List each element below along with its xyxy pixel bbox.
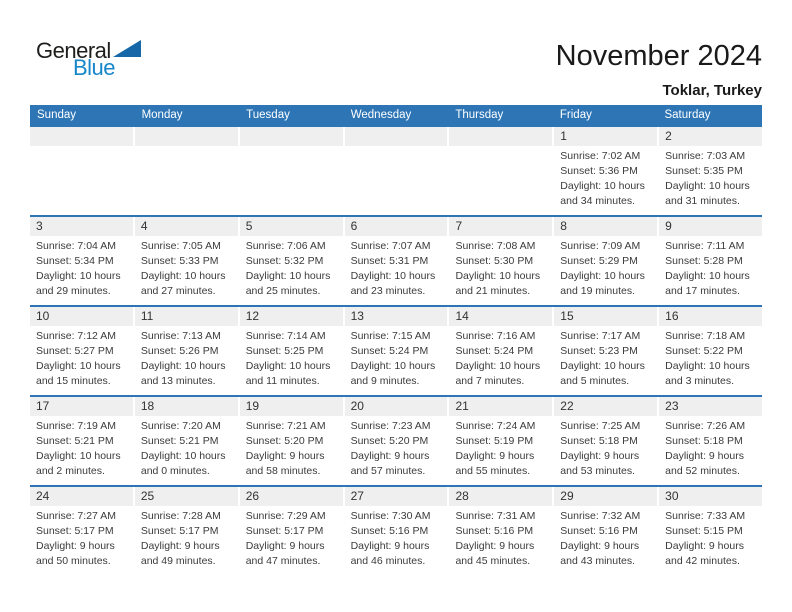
day-sun-details — [659, 236, 762, 299]
day-number: 14 — [449, 307, 552, 326]
week-row — [30, 395, 762, 485]
daylight-text: Daylight: 10 hours and 13 minutes. — [140, 360, 226, 387]
day-cell-6 — [345, 217, 450, 305]
day-sun-details — [240, 416, 343, 479]
day-cell-26 — [240, 487, 345, 575]
sunset-text: Sunset: 5:21 PM — [36, 435, 114, 447]
sunset-text: Sunset: 5:16 PM — [350, 525, 429, 537]
day-cell-1 — [554, 127, 659, 215]
sunrise-text: Sunrise: 7:32 AM — [560, 510, 641, 522]
daylight-text: Daylight: 10 hours and 34 minutes. — [560, 180, 645, 207]
sunset-text: Sunset: 5:16 PM — [455, 525, 534, 537]
day-number — [30, 127, 133, 146]
weekday-header-saturday: Saturday — [664, 109, 711, 121]
daylight-text: Daylight: 10 hours and 23 minutes. — [350, 270, 436, 297]
sunrise-text: Sunrise: 7:18 AM — [665, 330, 746, 342]
sunset-text: Sunset: 5:17 PM — [245, 525, 324, 537]
sunset-text: Sunset: 5:34 PM — [36, 255, 114, 267]
day-number: 9 — [659, 217, 762, 236]
sunset-text: Sunset: 5:29 PM — [560, 255, 638, 267]
sunrise-text: Sunrise: 7:08 AM — [455, 240, 536, 252]
day-number: 26 — [240, 487, 343, 506]
sunset-text: Sunset: 5:19 PM — [455, 435, 534, 447]
daylight-text: Daylight: 10 hours and 31 minutes. — [665, 180, 750, 207]
day-cell-23 — [659, 397, 762, 485]
week-row — [30, 215, 762, 305]
sunrise-text: Sunrise: 7:23 AM — [350, 420, 431, 432]
day-number: 28 — [449, 487, 552, 506]
day-sun-details — [30, 416, 133, 479]
page-subtitle-location: Toklar, Turkey — [662, 82, 762, 99]
day-sun-details — [659, 146, 762, 209]
day-sun-details — [554, 326, 657, 389]
sunset-text: Sunset: 5:20 PM — [350, 435, 429, 447]
sunset-text: Sunset: 5:21 PM — [140, 435, 219, 447]
day-sun-details — [30, 236, 133, 299]
logo-text-blue: Blue — [73, 55, 116, 80]
header-title-block — [556, 40, 762, 99]
daylight-text: Daylight: 10 hours and 9 minutes. — [350, 360, 436, 387]
sunrise-text: Sunrise: 7:20 AM — [140, 420, 221, 432]
page-title: November 2024 — [555, 40, 762, 72]
week-row — [30, 485, 762, 575]
sunrise-text: Sunrise: 7:02 AM — [560, 150, 641, 162]
sunrise-text: Sunrise: 7:07 AM — [350, 240, 431, 252]
sunset-text: Sunset: 5:35 PM — [665, 165, 743, 177]
day-sun-details — [135, 236, 238, 299]
day-sun-details — [135, 416, 238, 479]
day-number — [135, 127, 238, 146]
sunset-text: Sunset: 5:33 PM — [140, 255, 219, 267]
sunrise-text: Sunrise: 7:29 AM — [245, 510, 326, 522]
day-cell-10 — [30, 307, 135, 395]
sunrise-text: Sunrise: 7:17 AM — [560, 330, 641, 342]
day-sun-details — [449, 416, 552, 479]
daylight-text: Daylight: 10 hours and 5 minutes. — [560, 360, 645, 387]
weekday-header-monday: Monday — [141, 109, 183, 121]
daylight-text: Daylight: 9 hours and 52 minutes. — [665, 450, 744, 477]
sunrise-text: Sunrise: 7:31 AM — [455, 510, 536, 522]
day-sun-details — [554, 506, 657, 569]
daylight-text: Daylight: 10 hours and 27 minutes. — [140, 270, 226, 297]
general-blue-logo — [36, 40, 141, 79]
day-number: 10 — [30, 307, 133, 326]
day-number: 13 — [345, 307, 448, 326]
day-cell-5 — [240, 217, 345, 305]
day-sun-details — [240, 506, 343, 569]
daylight-text: Daylight: 9 hours and 46 minutes. — [350, 540, 430, 567]
sunrise-text: Sunrise: 7:13 AM — [140, 330, 221, 342]
day-cell-21 — [449, 397, 554, 485]
daylight-text: Daylight: 10 hours and 11 minutes. — [245, 360, 331, 387]
daylight-text: Daylight: 10 hours and 7 minutes. — [455, 360, 541, 387]
day-sun-details — [659, 506, 762, 569]
sunset-text: Sunset: 5:28 PM — [665, 255, 743, 267]
sunset-text: Sunset: 5:18 PM — [665, 435, 743, 447]
day-number: 21 — [449, 397, 552, 416]
daylight-text: Daylight: 9 hours and 53 minutes. — [560, 450, 640, 477]
weekday-header-wednesday: Wednesday — [350, 109, 412, 121]
day-cell-8 — [554, 217, 659, 305]
daylight-text: Daylight: 10 hours and 29 minutes. — [36, 270, 121, 297]
day-number: 1 — [554, 127, 657, 146]
day-cell-17 — [30, 397, 135, 485]
day-cell-29 — [554, 487, 659, 575]
weekday-header-sunday: Sunday — [37, 109, 77, 121]
day-cell-18 — [135, 397, 240, 485]
sunset-text: Sunset: 5:17 PM — [36, 525, 114, 537]
daylight-text: Daylight: 9 hours and 47 minutes. — [245, 540, 325, 567]
day-number: 12 — [240, 307, 343, 326]
day-cell-3 — [30, 217, 135, 305]
day-number: 18 — [135, 397, 238, 416]
day-sun-details — [659, 326, 762, 389]
sunrise-text: Sunrise: 7:28 AM — [140, 510, 221, 522]
sunrise-text: Sunrise: 7:27 AM — [36, 510, 116, 522]
day-cell-28 — [449, 487, 554, 575]
day-cell-empty — [449, 127, 554, 215]
day-number — [240, 127, 343, 146]
sunset-text: Sunset: 5:24 PM — [350, 345, 429, 357]
day-sun-details — [554, 416, 657, 479]
day-cell-empty — [345, 127, 450, 215]
day-cell-24 — [30, 487, 135, 575]
day-number: 30 — [659, 487, 762, 506]
sunrise-text: Sunrise: 7:19 AM — [36, 420, 116, 432]
day-sun-details — [345, 506, 448, 569]
day-sun-details — [449, 326, 552, 389]
sunrise-text: Sunrise: 7:15 AM — [350, 330, 431, 342]
day-cell-4 — [135, 217, 240, 305]
sunrise-text: Sunrise: 7:30 AM — [350, 510, 431, 522]
day-cell-19 — [240, 397, 345, 485]
sunset-text: Sunset: 5:27 PM — [36, 345, 114, 357]
daylight-text: Daylight: 10 hours and 15 minutes. — [36, 360, 121, 387]
day-cell-12 — [240, 307, 345, 395]
sunrise-text: Sunrise: 7:25 AM — [560, 420, 641, 432]
daylight-text: Daylight: 10 hours and 0 minutes. — [140, 450, 226, 477]
day-sun-details — [345, 326, 448, 389]
sunset-text: Sunset: 5:17 PM — [140, 525, 219, 537]
day-cell-20 — [345, 397, 450, 485]
sunset-text: Sunset: 5:30 PM — [455, 255, 534, 267]
sunset-text: Sunset: 5:16 PM — [560, 525, 638, 537]
day-sun-details — [449, 506, 552, 569]
day-number: 3 — [30, 217, 133, 236]
daylight-text: Daylight: 10 hours and 17 minutes. — [665, 270, 750, 297]
day-sun-details — [30, 326, 133, 389]
day-cell-7 — [449, 217, 554, 305]
logo-triangle-icon — [113, 40, 141, 61]
day-sun-details — [240, 326, 343, 389]
day-number: 25 — [135, 487, 238, 506]
day-number: 27 — [345, 487, 448, 506]
daylight-text: Daylight: 9 hours and 42 minutes. — [665, 540, 744, 567]
day-number: 11 — [135, 307, 238, 326]
day-sun-details — [345, 416, 448, 479]
sunrise-text: Sunrise: 7:24 AM — [455, 420, 536, 432]
day-cell-empty — [30, 127, 135, 215]
daylight-text: Daylight: 10 hours and 3 minutes. — [665, 360, 750, 387]
day-cell-22 — [554, 397, 659, 485]
sunset-text: Sunset: 5:22 PM — [665, 345, 743, 357]
day-sun-details — [345, 236, 448, 299]
sunset-text: Sunset: 5:26 PM — [140, 345, 219, 357]
day-number: 6 — [345, 217, 448, 236]
sunset-text: Sunset: 5:24 PM — [455, 345, 534, 357]
logo-text-general: General — [36, 38, 111, 63]
day-sun-details — [659, 416, 762, 479]
day-cell-15 — [554, 307, 659, 395]
sunrise-text: Sunrise: 7:05 AM — [140, 240, 221, 252]
day-cell-13 — [345, 307, 450, 395]
daylight-text: Daylight: 9 hours and 45 minutes. — [455, 540, 535, 567]
sunrise-text: Sunrise: 7:03 AM — [665, 150, 746, 162]
sunset-text: Sunset: 5:18 PM — [560, 435, 638, 447]
sunrise-text: Sunrise: 7:16 AM — [455, 330, 536, 342]
weekday-header-row — [30, 105, 762, 125]
daylight-text: Daylight: 9 hours and 55 minutes. — [455, 450, 535, 477]
day-number: 7 — [449, 217, 552, 236]
day-cell-14 — [449, 307, 554, 395]
day-cell-25 — [135, 487, 240, 575]
sunrise-text: Sunrise: 7:26 AM — [665, 420, 746, 432]
daylight-text: Daylight: 9 hours and 57 minutes. — [350, 450, 430, 477]
week-row — [30, 305, 762, 395]
day-sun-details — [554, 146, 657, 209]
day-cell-30 — [659, 487, 762, 575]
sunset-text: Sunset: 5:23 PM — [560, 345, 638, 357]
day-number: 23 — [659, 397, 762, 416]
daylight-text: Daylight: 9 hours and 49 minutes. — [140, 540, 220, 567]
day-number: 20 — [345, 397, 448, 416]
day-sun-details — [135, 506, 238, 569]
day-cell-27 — [345, 487, 450, 575]
sunset-text: Sunset: 5:20 PM — [245, 435, 324, 447]
sunrise-text: Sunrise: 7:21 AM — [245, 420, 326, 432]
day-sun-details — [30, 506, 133, 569]
day-number: 19 — [240, 397, 343, 416]
day-sun-details — [240, 236, 343, 299]
daylight-text: Daylight: 9 hours and 43 minutes. — [560, 540, 640, 567]
sunrise-text: Sunrise: 7:11 AM — [665, 240, 745, 252]
weekday-header-thursday: Thursday — [455, 109, 504, 121]
week-row — [30, 125, 762, 215]
day-cell-2 — [659, 127, 762, 215]
day-number: 17 — [30, 397, 133, 416]
day-number: 15 — [554, 307, 657, 326]
day-number: 22 — [554, 397, 657, 416]
daylight-text: Daylight: 9 hours and 58 minutes. — [245, 450, 325, 477]
sunset-text: Sunset: 5:36 PM — [560, 165, 638, 177]
calendar-weeks — [30, 125, 762, 575]
sunset-text: Sunset: 5:32 PM — [245, 255, 324, 267]
day-number: 8 — [554, 217, 657, 236]
day-cell-9 — [659, 217, 762, 305]
daylight-text: Daylight: 10 hours and 25 minutes. — [245, 270, 331, 297]
sunset-text: Sunset: 5:15 PM — [665, 525, 743, 537]
day-cell-16 — [659, 307, 762, 395]
sunset-text: Sunset: 5:31 PM — [350, 255, 429, 267]
day-number — [449, 127, 552, 146]
calendar-table — [30, 105, 762, 575]
weekday-header-friday: Friday — [559, 109, 592, 121]
day-number: 4 — [135, 217, 238, 236]
sunrise-text: Sunrise: 7:04 AM — [36, 240, 116, 252]
sunrise-text: Sunrise: 7:06 AM — [245, 240, 326, 252]
daylight-text: Daylight: 10 hours and 2 minutes. — [36, 450, 121, 477]
sunrise-text: Sunrise: 7:33 AM — [665, 510, 746, 522]
day-number: 16 — [659, 307, 762, 326]
day-sun-details — [449, 236, 552, 299]
day-cell-empty — [240, 127, 345, 215]
daylight-text: Daylight: 9 hours and 50 minutes. — [36, 540, 115, 567]
daylight-text: Daylight: 10 hours and 19 minutes. — [560, 270, 645, 297]
weekday-header-tuesday: Tuesday — [246, 109, 290, 121]
day-sun-details — [135, 326, 238, 389]
daylight-text: Daylight: 10 hours and 21 minutes. — [455, 270, 541, 297]
sunset-text: Sunset: 5:25 PM — [245, 345, 324, 357]
sunrise-text: Sunrise: 7:09 AM — [560, 240, 641, 252]
day-number: 2 — [659, 127, 762, 146]
sunrise-text: Sunrise: 7:14 AM — [245, 330, 326, 342]
day-number: 5 — [240, 217, 343, 236]
day-cell-11 — [135, 307, 240, 395]
day-number: 29 — [554, 487, 657, 506]
day-number: 24 — [30, 487, 133, 506]
sunrise-text: Sunrise: 7:12 AM — [36, 330, 116, 342]
day-sun-details — [554, 236, 657, 299]
day-number — [345, 127, 448, 146]
day-cell-empty — [135, 127, 240, 215]
